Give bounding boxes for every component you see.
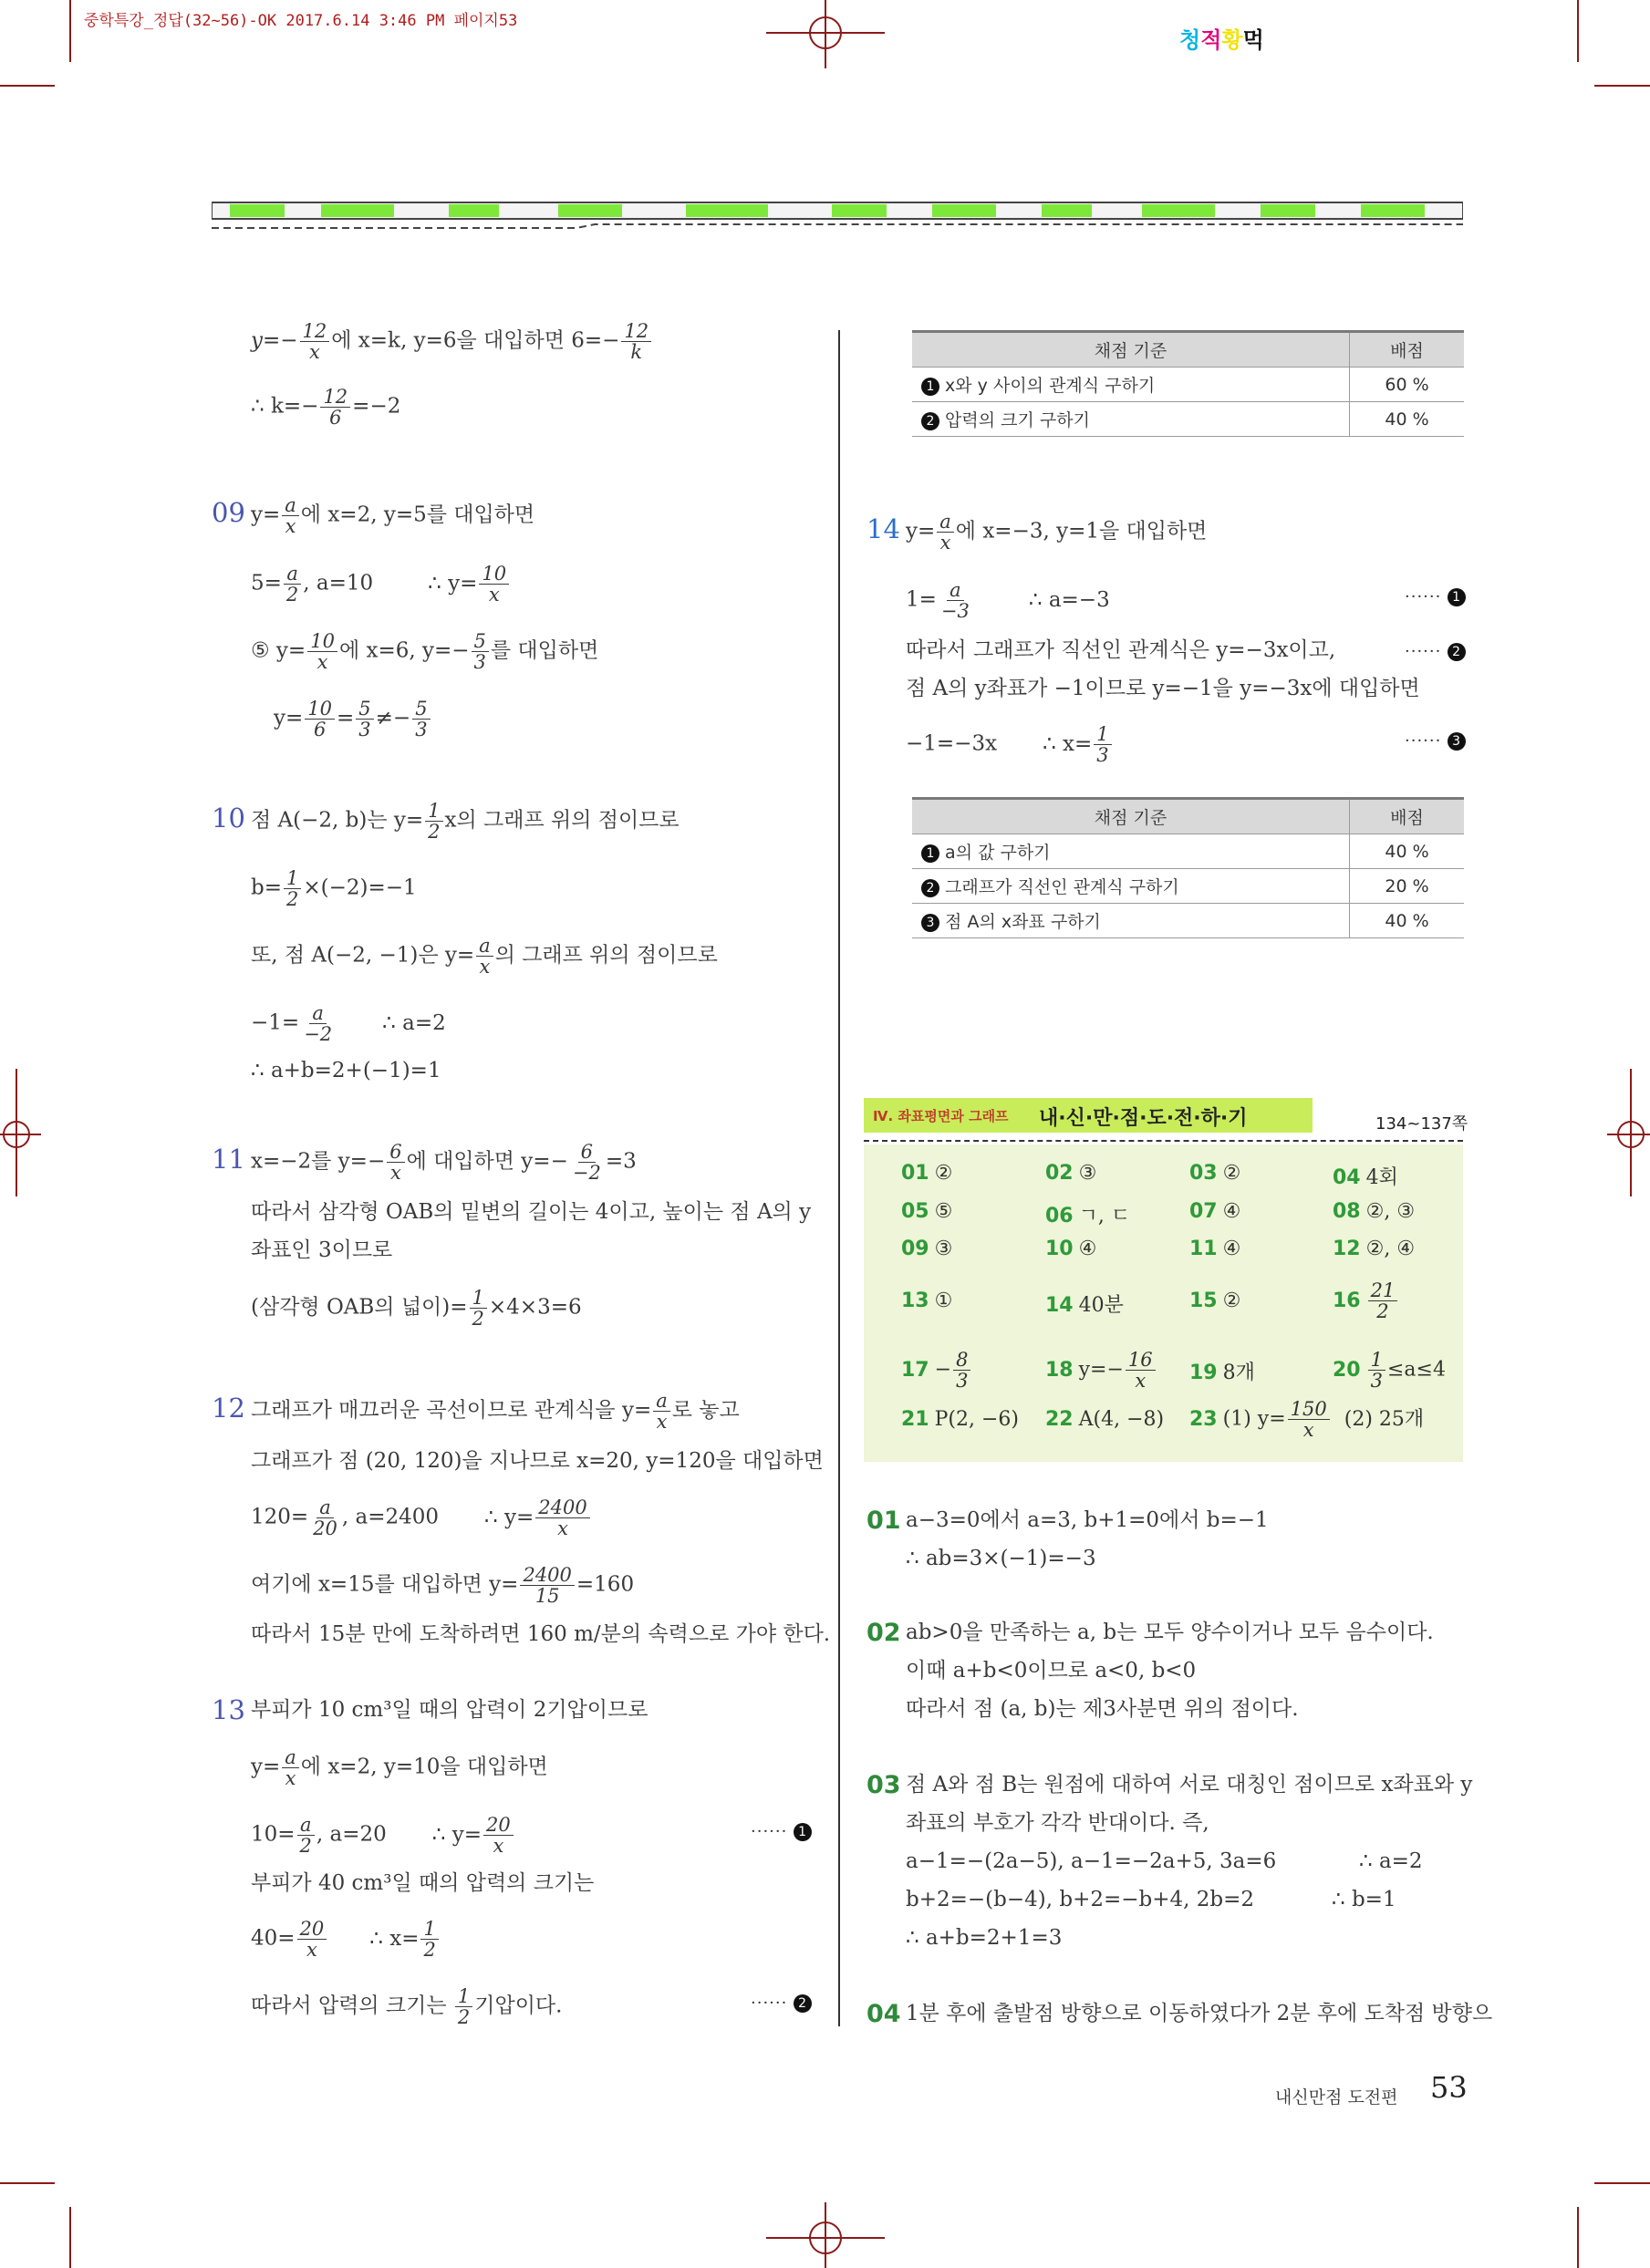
q12-line4: 여기에 x=15를 대입하면 y= $\frac{2400}{15}$ =160	[251, 1564, 635, 1607]
answer-item: 06 ㄱ, ㄷ	[1045, 1205, 1131, 1227]
answer-item: 03 ②	[1189, 1162, 1241, 1185]
e03-number: 03	[867, 1771, 901, 1799]
answer-item: 04 4회	[1333, 1166, 1398, 1189]
q09-line4: y= $\frac{10}{6}$ = $\frac{5}{3}$ ≠− $\frac{5}{3}$	[274, 699, 432, 740]
answer-item: 22 A(4, −8)	[1045, 1408, 1165, 1431]
q10-line3: 또, 점 A(−2, −1)은 y= $\frac{a}{x}$ 의 그래프 위의 점이므로	[251, 935, 718, 978]
e02-number: 02	[867, 1619, 901, 1647]
q13-line6: 따라서 압력의 크기는 $\frac{1}{2}$ 기압이다.	[251, 1985, 563, 2028]
q14-dots3: ······ 3	[1405, 731, 1466, 751]
file-info: 중학특강_정답(32~56)-OK 2017.6.14 3:46 PM 페이지53	[84, 12, 518, 30]
q13-line1: 부피가 10 cm³일 때의 압력이 2기압이므로	[251, 1698, 649, 1722]
answer-item: 13 ①	[901, 1289, 953, 1312]
e03-line4-result: ∴ b=1	[1332, 1888, 1396, 1911]
q13-line4: 부피가 40 cm³일 때의 압력의 크기는	[251, 1871, 595, 1895]
q13-number: 13	[212, 1694, 245, 1725]
answer-item: 19 8개	[1189, 1362, 1255, 1384]
e03-line4: b+2=−(b−4), b+2=−b+4, 2b=2	[906, 1888, 1255, 1911]
q12-line1: 그래프가 매끄러운 곡선이므로 관계식을 y= $\frac{a}{x}$ 로 놓고	[251, 1390, 740, 1433]
section-banner	[864, 1098, 1313, 1133]
answer-item: 14 40분	[1045, 1294, 1124, 1317]
answer-item: 18 y=− $\frac{16}{x}$	[1045, 1350, 1157, 1391]
table-row: 1 x와 y 사이의 관계식 구하기 60 %	[912, 368, 1464, 402]
scoring-table-14	[912, 797, 1464, 938]
table-row: 1 a의 값 구하기 40 %	[912, 834, 1464, 869]
footer-label: 내신만점 도전편	[1275, 2087, 1398, 2107]
q13-dots1: ······ 1	[751, 1822, 812, 1841]
e02-line2: 이때 a+b<0이므로 a<0, b<0	[906, 1659, 1197, 1683]
answer-item: 02 ③	[1045, 1162, 1097, 1185]
q10-line1: 점 A(−2, b)는 y= $\frac{1}{2}$ x의 그래프 위의 점이므로	[251, 800, 680, 843]
e01-line2: ∴ ab=3×(−1)=−3	[906, 1547, 1096, 1570]
answer-item: 11 ④	[1189, 1238, 1241, 1260]
q12-number: 12	[212, 1393, 245, 1424]
e03-line1: 점 A와 점 B는 원점에 대하여 서로 대칭인 점이므로 x좌표와 y	[906, 1773, 1473, 1797]
q11-number: 11	[212, 1144, 245, 1175]
column-divider	[838, 330, 840, 2026]
q12-line3: 120= $\frac{a}{20}$ , a=2400 ∴ y= $\frac{2400}{x}$	[251, 1497, 592, 1538]
e04-number: 04	[867, 2000, 901, 2028]
q09-line2: 5= $\frac{a}{2}$ , a=10 ∴ y= $\frac{10}{x}$	[251, 564, 511, 605]
table-row: 2 그래프가 직선인 관계식 구하기 20 %	[912, 869, 1464, 904]
q13-line5: 40= $\frac{20}{x}$ ∴ x= $\frac{1}{2}$	[251, 1919, 441, 1960]
e04-line1: 1분 후에 출발점 방향으로 이동하였다가 2분 후에 도착점 방향으	[906, 2002, 1493, 2025]
q11-line1: x=−2를 y=− $\frac{6}{x}$ 에 대입하면 y=− $\frac{6}{-2}$ =3	[251, 1141, 637, 1184]
e01-line1: a−3=0에서 a=3, b+1=0에서 b=−1	[906, 1508, 1269, 1532]
answer-item: 01 ②	[901, 1162, 953, 1185]
q11-line4: (삼각형 OAB의 넓이)= $\frac{1}{2}$ ×4×3=6	[251, 1287, 582, 1330]
banner-rule	[864, 1140, 1463, 1142]
q14-dots1: ······ 1	[1405, 587, 1466, 606]
table-header: 배점	[1350, 799, 1465, 834]
q11-line2: 따라서 삼각형 OAB의 밑변의 길이는 4이고, 높이는 점 A의 y	[251, 1200, 812, 1224]
q09-line3: ⑤ y= $\frac{10}{x}$ 에 x=6, y=− $\frac{5}{3}$ 를 대입하면	[251, 630, 599, 673]
answer-item: 08 ②, ③	[1333, 1200, 1416, 1223]
answer-item: 05 ⑤	[901, 1200, 953, 1223]
q08-line1: y=− $\frac{12}{x}$ 에 x=k, y=6을 대입하면 6=− $\frac{12}{k}$	[251, 321, 653, 362]
e03-line5: ∴ a+b=2+1=3	[906, 1926, 1063, 1950]
q11-line3: 좌표인 3이므로	[251, 1238, 393, 1262]
scoring-table-13	[912, 330, 1464, 437]
chapter-label: Ⅳ. 좌표평면과 그래프	[873, 1108, 1009, 1124]
q14-number: 14	[867, 513, 900, 544]
q13-line2: y= $\frac{a}{x}$ 에 x=2, y=10을 대입하면	[251, 1746, 548, 1789]
q14-line2: 1= $\frac{a}{-3}$ ∴ a=−3	[906, 579, 1110, 622]
e03-line3-result: ∴ a=2	[1359, 1849, 1423, 1873]
e02-line3: 따라서 점 (a, b)는 제3사분면 위의 점이다.	[906, 1697, 1299, 1721]
q10-line5: ∴ a+b=2+(−1)=1	[251, 1059, 441, 1082]
section-title: 내·신·만·점·도·전·하·기	[1039, 1107, 1248, 1130]
answer-item: 16 $\frac{21}{2}$	[1333, 1280, 1399, 1321]
answer-item: 23 (1) y= $\frac{150}{x}$ (2) 25개	[1189, 1398, 1425, 1441]
q13-line3: 10= $\frac{a}{2}$ , a=20 ∴ y= $\frac{20}{x}$	[251, 1815, 515, 1856]
table-row: 3 점 A의 x좌표 구하기 40 %	[912, 904, 1464, 938]
table-header: 배점	[1350, 332, 1465, 368]
q13-dots2: ······ 2	[751, 1994, 812, 2013]
e03-line3: a−1=−(2a−5), a−1=−2a+5, 3a=6	[906, 1849, 1277, 1873]
page-number: 53	[1430, 2070, 1468, 2105]
table-row: 2 압력의 크기 구하기 40 %	[912, 402, 1464, 437]
page-range: 134~137쪽	[1375, 1114, 1468, 1134]
e01-number: 01	[867, 1507, 901, 1535]
e03-line2: 좌표의 부호가 각각 반대이다. 즉,	[906, 1811, 1209, 1835]
q14-line3: 따라서 그래프가 직선인 관계식은 y=−3x이고,	[906, 638, 1336, 662]
answer-item: 12 ②, ④	[1333, 1238, 1416, 1260]
q12-line2: 그래프가 점 (20, 120)을 지나므로 x=20, y=120을 대입하면	[251, 1449, 824, 1473]
q09-line1: y= $\frac{a}{x}$ 에 x=2, y=5를 대입하면	[251, 494, 535, 537]
answer-item: 10 ④	[1045, 1238, 1097, 1260]
answer-item: 20 $\frac{1}{3}$ ≤a≤4	[1333, 1349, 1446, 1392]
answer-item: 17 − $\frac{8}{3}$	[901, 1350, 972, 1391]
q14-line4: 점 A의 y좌표가 −1이므로 y=−1을 y=−3x에 대입하면	[906, 677, 1420, 700]
header-banner-decoration	[212, 197, 1463, 235]
q08-line2: ∴ k=− $\frac{12}{6}$ =−2	[251, 386, 401, 429]
answer-item: 09 ③	[901, 1238, 953, 1260]
table-header: 채점 기준	[912, 332, 1350, 368]
answer-item: 15 ②	[1189, 1289, 1241, 1312]
q10-number: 10	[212, 803, 245, 834]
color-label: 청적황먹	[1179, 27, 1264, 53]
answer-item: 21 P(2, −6)	[901, 1408, 1020, 1431]
q10-line4: −1= $\frac{a}{-2}$ ∴ a=2	[251, 1002, 446, 1045]
q14-line1: y= $\frac{a}{x}$ 에 x=−3, y=1을 대입하면	[906, 511, 1208, 554]
e02-line1: ab>0을 만족하는 a, b는 모두 양수이거나 모두 음수이다.	[906, 1621, 1434, 1644]
answer-item: 07 ④	[1189, 1200, 1241, 1223]
table-header: 채점 기준	[912, 799, 1350, 834]
q10-line2: b= $\frac{1}{2}$ ×(−2)=−1	[251, 867, 417, 910]
q09-number: 09	[212, 497, 245, 528]
q14-dots2: ······ 2	[1405, 642, 1466, 661]
q14-line5: −1=−3x ∴ x= $\frac{1}{3}$	[906, 724, 1114, 765]
q12-line5: 따라서 15분 만에 도착하려면 160 m/분의 속력으로 가야 한다.	[251, 1622, 831, 1646]
